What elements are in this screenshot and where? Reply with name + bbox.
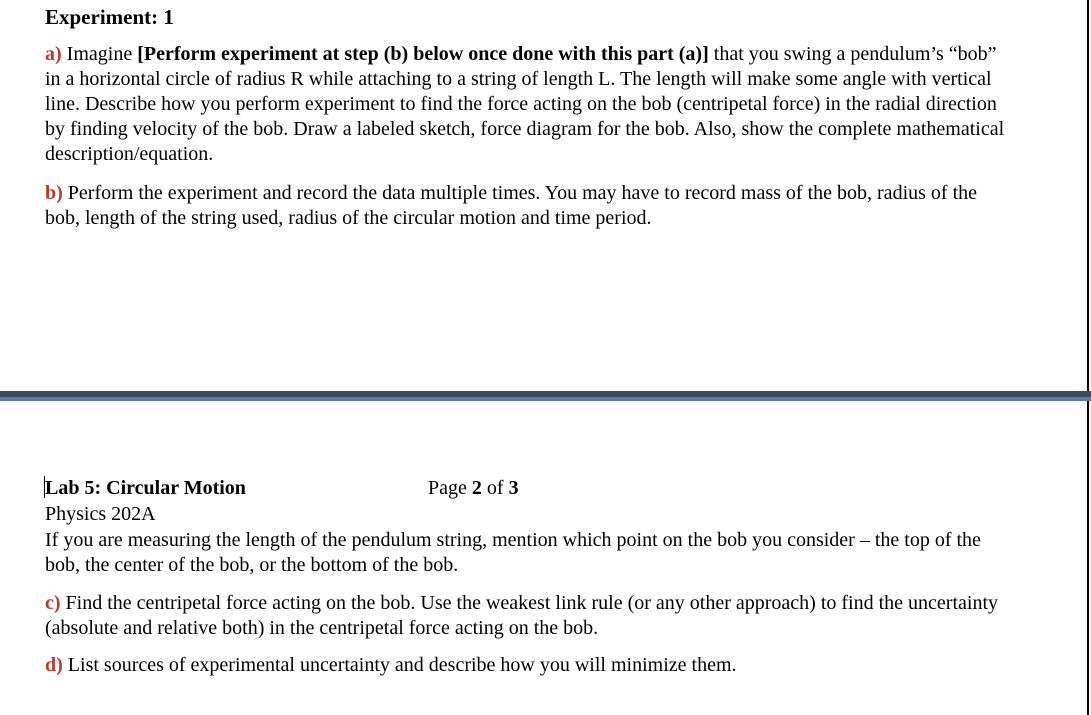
part-d-label: d) <box>45 654 63 676</box>
part-a-text: that you swing a pendulum’s “bob” in a horizontal circle of radius R while attaching to a string of length L. The length will make some angle with vertical line. Describe how you perform experiment to find the force acting on the bob (centripetal force) in the radial direction by finding velocity of the bob. Draw a labeled sketch, force diagram for the bob. Also, show the complete mathematical description/equation. <box>45 43 1005 165</box>
course-name: Physics 202A <box>45 503 156 525</box>
part-c-label: c) <box>45 592 61 614</box>
page-word: Page <box>428 477 472 499</box>
part-d-text: List sources of experimental uncertainty and describe how you will minimize them. <box>62 654 737 676</box>
page-total: 3 <box>508 477 519 499</box>
part-b-label: b) <box>45 182 63 204</box>
part-b-paragraph <box>45 181 1005 231</box>
part-a-paragraph <box>45 42 1005 167</box>
part-a-lead: Imagine <box>61 43 138 65</box>
page-separator <box>0 391 1091 401</box>
experiment-title: Experiment: 1 <box>45 5 174 29</box>
page-number <box>428 476 519 501</box>
part-c-paragraph <box>45 591 1005 641</box>
part-c-text: Find the centripetal force acting on the bob. Use the weakest link rule (or any other approach) to find the uncertainty (absolute and relative both) in the centripetal force acting on the bob. <box>45 592 998 639</box>
part-a-bold-instruction: [Perform experiment at step (b) below once done with this part (a)] <box>137 43 709 65</box>
string-length-note: If you are measuring the length of the pendulum string, mention which point on the bob you consider – the top of the bob, the center of the bob, or the bottom of the bob. <box>45 529 981 576</box>
page-of: of <box>481 477 509 499</box>
lab-header-title: Lab 5: Circular Motion <box>45 477 246 499</box>
part-a-label: a) <box>45 43 62 65</box>
part-b-text: Perform the experiment and record the data multiple times. You may have to record mass of the bob, radius of the bob, length of the string used, radius of the circular motion and time period. <box>45 182 977 229</box>
part-d-paragraph <box>45 653 1005 678</box>
page-current: 2 <box>471 477 482 499</box>
